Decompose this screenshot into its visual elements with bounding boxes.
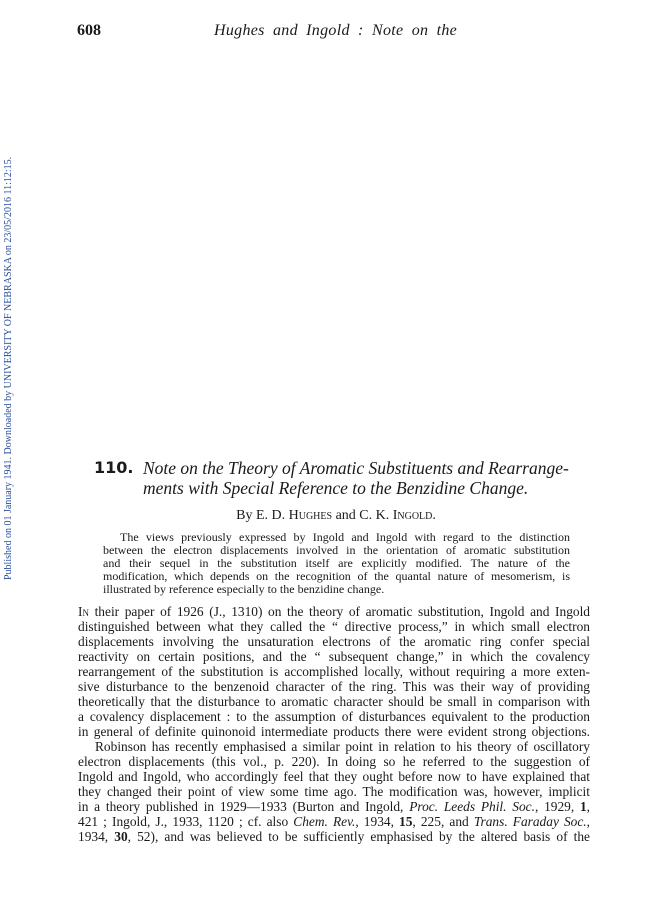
download-watermark-text: Published on 01 January 1941. Downloaded by UNIVERSITY OF NEBRASKA on 23/05/2016 11:12:15.: [3, 156, 14, 580]
body-text-segment: ,: [586, 799, 591, 814]
body-line: displacements involving the unsaturation electrons of the aromatic ring confer special: [78, 634, 590, 649]
body-line: rearrangement of the substitution is accomplished locally, without requiring a more exten-: [78, 664, 590, 679]
body-text-segment: ,: [586, 814, 591, 829]
body-text-segment: , 52), and was believed to be sufficiently emphasised by the altered basis of the: [127, 829, 590, 844]
body-line: [78, 814, 590, 829]
page-number: 608: [77, 22, 101, 39]
body-line: [78, 604, 590, 619]
body-text-segment: , 1934,: [355, 814, 400, 829]
abstract-line: between the electron displacements involved in the orientation of aromatic substitution: [103, 543, 570, 557]
byline-and: and: [335, 508, 356, 523]
body-text-segment: 421 ; Ingold, J., 1933, 1120 ; cf. also: [78, 814, 294, 829]
article-title-line-1: Note on the Theory of Aromatic Substituents and Rearrange-: [143, 458, 569, 478]
abstract-line: modification, which depends on the recognition of the quantal nature of mesomerism, is: [103, 569, 570, 583]
volume-number: 1: [579, 799, 587, 814]
body-line: sive disturbance to the benzenoid character of the ring. This was their way of providing: [78, 679, 590, 694]
journal-name: Trans. Faraday Soc.: [473, 814, 587, 829]
body-line: distinguished between what they called the “ directive process,” in which small electron: [78, 619, 590, 634]
body-line: Ingold and Ingold, who accordingly feel that they ought before now to have explained that: [78, 769, 590, 784]
body-text-segment: , 1929,: [534, 799, 580, 814]
byline: [0, 508, 672, 524]
volume-number: 15: [399, 814, 413, 829]
body-line-text: their paper of 1926 (J., 1310) on the theory of aromatic substitution, Ingold and Ingold: [88, 604, 590, 619]
body-text-segment: 1934,: [78, 829, 115, 844]
abstract-line: The views previously expressed by Ingold and Ingold with regard to the distinction: [120, 530, 570, 544]
journal-name: Proc. Leeds Phil. Soc.: [409, 799, 535, 814]
body-line: theoretically that the disturbance to aromatic character should be small in comparison with: [78, 694, 590, 709]
article-title-line-2: ments with Special Reference to the Benzidine Change.: [143, 478, 529, 498]
body-line: [78, 829, 590, 844]
abstract-line: and their sequel in the substitution itself are explicitly modified. The nature of the: [103, 556, 570, 570]
body-line: a covalency displacement : to the assumption of disturbances equivalent to the production: [78, 709, 590, 724]
author-1: E. D. Hughes: [255, 508, 333, 523]
author-2: C. K. Ingold.: [359, 508, 436, 523]
body-text-segment: in a theory published in 1929—1933 (Burton and Ingold,: [78, 799, 410, 814]
volume-number: 30: [114, 829, 128, 844]
article-number: 110.: [94, 458, 134, 477]
drop-lead: In: [78, 604, 89, 619]
body-line: they changed their point of view some time ago. The modification was, however, implicit: [78, 784, 590, 799]
body-line: Robinson has recently emphasised a similar point in relation to his theory of oscillatory: [95, 739, 590, 754]
body-text-segment: , 225, and: [412, 814, 474, 829]
journal-name: Chem. Rev.: [293, 814, 356, 829]
download-watermark: [0, 80, 16, 580]
body-line: in general of definite quinonoid intermediate products there were evident strong objections.: [78, 724, 590, 739]
byline-by: By: [236, 508, 253, 523]
running-head: Hughes and Ingold : Note on the: [214, 22, 458, 39]
body-line: electron displacements (this vol., p. 220). In doing so he referred to the suggestion of: [78, 754, 590, 769]
abstract-line: illustrated by reference especially to the benzidine change.: [103, 582, 385, 596]
body-line: [78, 799, 590, 814]
body-line: reactivity on certain positions, and the “ subsequent change,” in which the covalency: [78, 649, 590, 664]
